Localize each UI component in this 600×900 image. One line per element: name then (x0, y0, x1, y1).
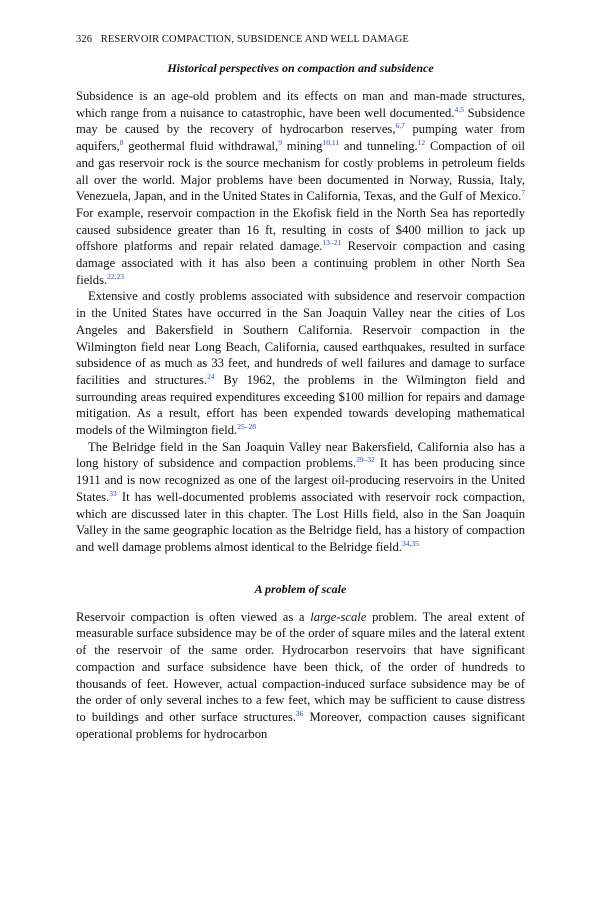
paragraph-4: Reservoir compaction is often viewed as a large-scale problem. The areal extent of measurable surface subsidence may be of the order of square miles and the lateral extent of the reservoir of the same order. Hydrocarbon reservoirs that have significant compaction and surface subsidence have been thick, of the order of hundreds to thousands of feet. However, actual compaction-induced surface subsidence may be of the order of only several inches to a few feet, which may be sufficient to cause distress to buildings and other surface structures.$^{36}$ Moreover, compaction causes significant operational problems for hydrocarbon (76, 609, 525, 741)
reference-link[interactable]: 29–32 (356, 455, 375, 465)
paragraph-3: The Belridge field in the San Joaquin Valley near Bakersfield, California also has a long history of subsidence and compaction problems.$^{29-32}$ It has been producing since 1911 and is now recognized as one of the largest oil-producing reservoirs in the United States.$^{33}$ It has well-documented problems associated with reservoir rock compaction, which are discussed later in this chapter. The Lost Hills field, also in the San Joaquin Valley in the same geographic location as the Belridge field, has a history of compaction and well damage problems almost identical to the Belridge field.$^{34,35}$ (76, 439, 525, 554)
reference-link[interactable]: 25–28 (237, 422, 256, 432)
reference-link[interactable]: 6,7 (395, 121, 405, 131)
running-head (76, 34, 525, 45)
reference-link[interactable]: 36 (295, 708, 304, 718)
reference-link[interactable]: 7 (521, 188, 525, 198)
reference-link[interactable]: 33 (109, 488, 117, 498)
reference-link[interactable]: 12 (417, 138, 426, 148)
paragraph-1: Subsidence is an age-old problem and its effects on man and man-made structures, which range from a nuisance to catastrophic, have been well documented.$^{4,5}$ Subsidence may be caused by the recovery of hydrocarbon reserves,$^{6,7}$ pumping water from aquifers,$^8$ geothermal fluid withdrawal,$^9$ mining$^{10,11}$ and tunneling.$^{12}$ Compaction of oil and gas reservoir rock is the source mechanism for costly problems in petroleum fields all over the world. Major problems have been documented in Norway, Russia, Italy, Venezuela, Japan, and in the United States in California, Texas, and the Gulf of Mexico.$^7$ For example, reservoir compaction in the Ekofisk field in the North Sea has reportedly caused subsidence greater than 16 ft, resulting in costs of $400 million to jack up offshore platforms and repair related damage.$^{13-21}$ Reservoir compaction and casing damage associated with it has also been a continuing problem in other North Sea fields.$^{22,23}$ (76, 89, 526, 287)
reference-link[interactable]: 22,23 (107, 271, 125, 281)
section-heading-scale: A problem of scale (254, 581, 347, 596)
reference-link[interactable]: 9 (278, 138, 282, 148)
reference-link[interactable]: 8 (119, 138, 124, 148)
reference-link[interactable]: 24 (207, 371, 215, 381)
reference-link[interactable]: 34,35 (401, 538, 419, 548)
reference-link[interactable]: 13–21 (322, 238, 342, 248)
paragraph-2: Extensive and costly problems associated with subsidence and reservoir compaction in the United States have occurred in the San Joaquin Valley near the cities of Los Angeles and Bakersfield in Southern California. Reservoir compaction in the Wilmington field near Long Beach, California, caused earthquakes, resulted in surface subsidence of as much as 33 feet, and hundreds of well failures and damage to surface facilities and structures.$^{24}$ By 1962, the problems in the Wilmington field and surrounding areas required expenditures exceeding $100 million for repairs and damage mitigation. As a result, effort has been expended towards developing mathematical models of the Wilmington field.$^{25-28}$ (76, 289, 526, 438)
page-number: 326 (76, 34, 93, 45)
reference-link[interactable]: 4,5 (454, 104, 464, 114)
reference-link[interactable]: 10,11 (322, 138, 340, 148)
page (76, 34, 525, 742)
running-title: RESERVOIR COMPACTION, SUBSIDENCE AND WELL DAMAGE (100, 34, 409, 45)
section-heading-historical: Historical perspectives on compaction and subsidence (167, 61, 434, 75)
